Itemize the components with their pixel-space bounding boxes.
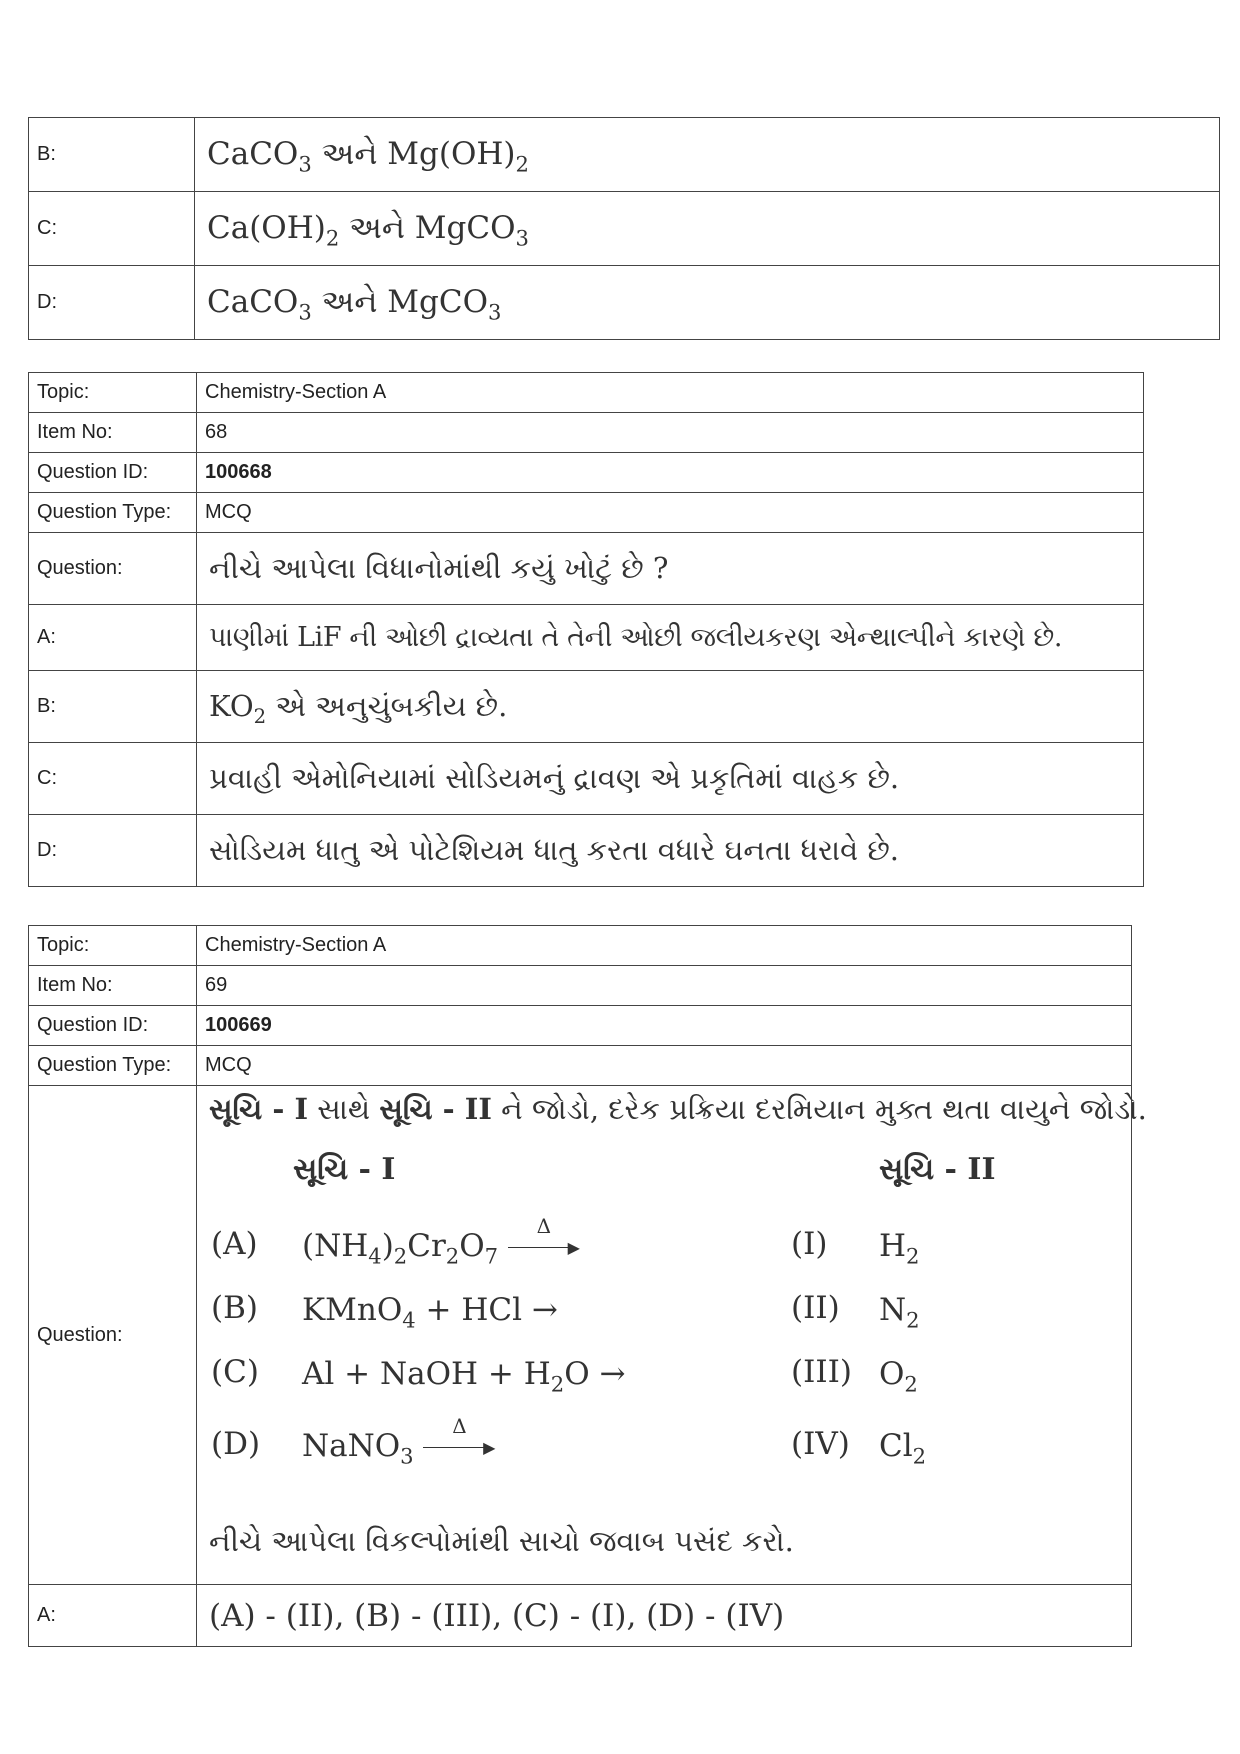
- option-text: (A) - (II), (B) - (III), (C) - (I), (D) - (IV): [197, 1585, 1132, 1647]
- question-footer: નીચે આપેલા વિકલ્પોમાંથી સાચો જવાબ પસંદ કરો.: [209, 1524, 794, 1558]
- match-question: [197, 1086, 1147, 1585]
- equation-c: Al + NaOH + $H_2O$ →: [302, 1356, 626, 1397]
- list-1-title: સૂચિ - I: [293, 1152, 396, 1187]
- question-id-row: [29, 453, 1144, 493]
- option-row-c: [29, 192, 1220, 266]
- equation-a: $(NH_4)_2Cr_2O_7$ Δ ▶: [302, 1213, 580, 1269]
- option-row-c: [29, 743, 1144, 815]
- heat-arrow-icon: Δ ▶: [423, 1438, 495, 1458]
- list-1-tag-c: (C): [211, 1354, 259, 1390]
- item-no-label: Item No:: [29, 413, 197, 453]
- gas-n2: $N_2$: [879, 1292, 920, 1333]
- item-no-value: 69: [197, 966, 1132, 1006]
- option-text: CaCO$_3$ અને $Mg(OH)_2$: [195, 118, 1220, 192]
- heat-arrow-icon: Δ ▶: [508, 1238, 580, 1258]
- option-row-a: [29, 1585, 1132, 1647]
- question-68-table: [28, 372, 1144, 887]
- question-id-value: 100668: [197, 453, 1144, 493]
- item-no-row: [29, 413, 1144, 453]
- list-2-tag-ii: (II): [791, 1290, 840, 1326]
- list-1-tag-b: (B): [211, 1290, 258, 1326]
- question-type-row: [29, 1046, 1132, 1086]
- question-row: [29, 533, 1144, 605]
- option-label: B:: [29, 671, 197, 743]
- topic-label: Topic:: [29, 373, 197, 413]
- option-row-b: [29, 671, 1144, 743]
- question-69-table: [28, 925, 1147, 1647]
- option-label: A:: [29, 605, 197, 671]
- question-instruction: સૂચિ - I સાથે સૂચિ - II ને જોડો, દરેક પ્રક્રિયા દરમિયાન મુક્ત થતા વાયુને જોડો.: [209, 1092, 1147, 1126]
- equation-b: KMnO$_4$ + HCl →: [302, 1292, 558, 1333]
- item-no-value: 68: [197, 413, 1144, 453]
- question-row: [29, 1086, 1132, 1585]
- list-2-tag-iii: (III): [791, 1354, 852, 1390]
- gas-h2: $H_2$: [879, 1228, 920, 1269]
- question-type-value: MCQ: [197, 493, 1144, 533]
- topic-row: [29, 926, 1132, 966]
- question-text: નીચે આપેલા વિધાનોમાંથી કયું ખોટું છે ?: [197, 533, 1144, 605]
- option-row-d: [29, 815, 1144, 887]
- option-text: પ્રવાહી એમોનિયામાં સોડિયમનું દ્રાવણ એ પ્રકૃતિમાં વાહક છે.: [197, 743, 1144, 815]
- list-1-tag-d: (D): [211, 1426, 261, 1462]
- question-id-label: Question ID:: [29, 453, 197, 493]
- list-2-tag-iv: (IV): [791, 1426, 850, 1462]
- gas-cl2: $Cl_2$: [879, 1428, 927, 1469]
- question-id-label: Question ID:: [29, 1006, 197, 1046]
- item-no-label: Item No:: [29, 966, 197, 1006]
- question-label: Question:: [29, 1086, 197, 1585]
- option-text: CaCO$_3$ અને MgCO$_3$: [195, 266, 1220, 340]
- topic-value: Chemistry-Section A: [197, 373, 1144, 413]
- question-type-value: MCQ: [197, 1046, 1132, 1086]
- equation-d: NaNO$_3$ Δ ▶: [302, 1413, 496, 1469]
- list-2-tag-i: (I): [791, 1226, 828, 1262]
- option-text: સોડિયમ ધાતુ એ પોટેશિયમ ધાતુ કરતા વધારે ઘનતા ધરાવે છે.: [197, 815, 1144, 887]
- question-type-label: Question Type:: [29, 493, 197, 533]
- list-1-tag-a: (A): [211, 1226, 258, 1262]
- item-no-row: [29, 966, 1132, 1006]
- options-table-continued: [28, 117, 1220, 340]
- gas-o2: $O_2$: [879, 1356, 918, 1397]
- option-row-a: [29, 605, 1144, 671]
- option-row-b: [29, 118, 1220, 192]
- topic-value: Chemistry-Section A: [197, 926, 1132, 966]
- option-label: C:: [29, 743, 197, 815]
- option-row-d: [29, 266, 1220, 340]
- option-label: A:: [29, 1585, 197, 1647]
- topic-row: [29, 373, 1144, 413]
- option-text: પાણીમાં LiF ની ઓછી દ્રાવ્યતા તે તેની ઓછી જલીયકરણ એન્થાલ્પીને કારણે છે.: [197, 605, 1144, 671]
- list-2-title: સૂચિ - II: [879, 1152, 996, 1187]
- option-label: B:: [29, 118, 195, 192]
- question-type-row: [29, 493, 1144, 533]
- question-id-row: [29, 1006, 1132, 1046]
- option-text: $Ca(OH)_2$ અને MgCO$_3$: [195, 192, 1220, 266]
- option-label: C:: [29, 192, 195, 266]
- option-text: $KO_2$ એ અનુચુંબકીય છે.: [197, 671, 1144, 743]
- question-id-value: 100669: [197, 1006, 1132, 1046]
- option-label: D:: [29, 266, 195, 340]
- option-label: D:: [29, 815, 197, 887]
- question-label: Question:: [29, 533, 197, 605]
- topic-label: Topic:: [29, 926, 197, 966]
- question-type-label: Question Type:: [29, 1046, 197, 1086]
